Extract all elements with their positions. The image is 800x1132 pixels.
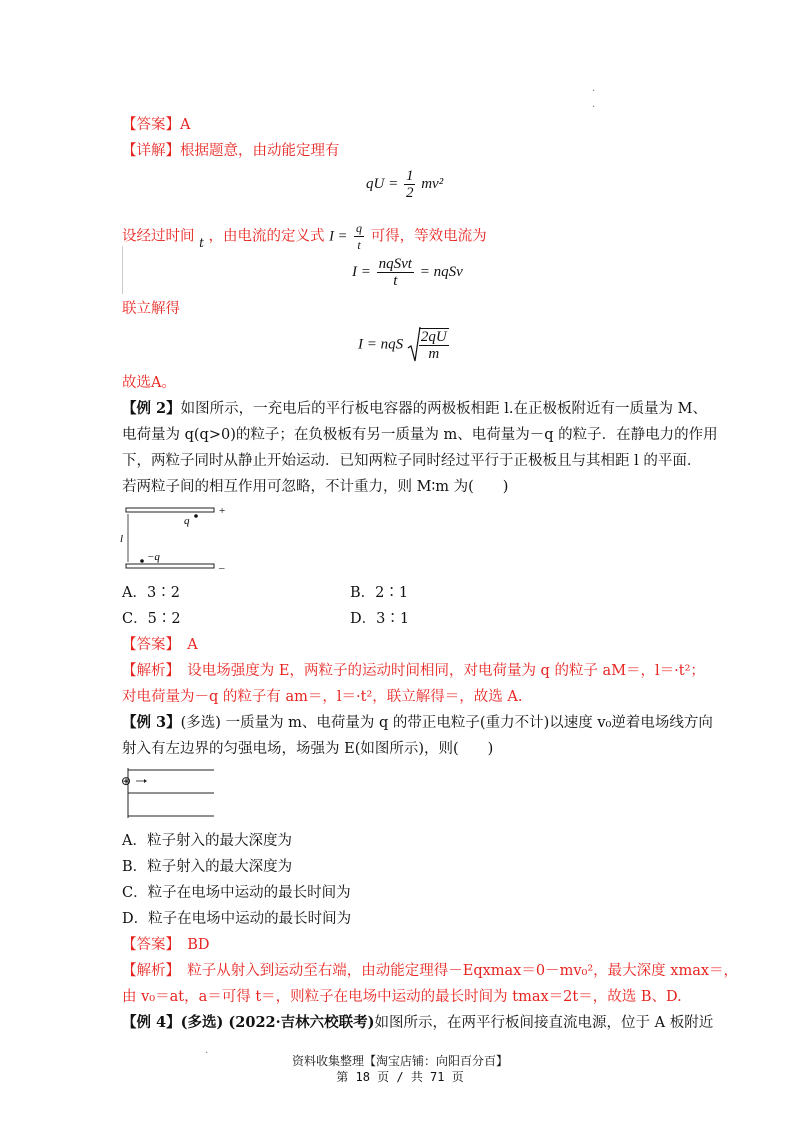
ex3-option-d: D．粒子在电场中运动的最长时间为 xyxy=(122,911,352,927)
ex2-label: 【例 2】 xyxy=(122,400,181,417)
particle-q xyxy=(194,514,198,518)
ex2-text1: 如图所示，一充电后的平行板电容器的两极板相距 l.在正极板附近有一质量为 M、 xyxy=(180,401,707,417)
ex2-option-a: A．3∶2 xyxy=(122,585,180,601)
equation-result xyxy=(358,326,451,364)
eq3-fraction xyxy=(419,328,449,362)
line2-eq-lhs: I = xyxy=(329,228,348,245)
ex3-line2: 射入有左边界的匀强电场，场强为 E(如图所示)，则( ) xyxy=(122,741,494,757)
ex2-line4: 若两粒子间的相互作用可忽略，不计重力，则 M∶m 为( ) xyxy=(122,479,509,495)
conclusion-line: 故选A。 xyxy=(122,375,176,391)
ex2-analysis-label: 【解析】 xyxy=(122,663,173,679)
answer-line xyxy=(122,115,190,135)
ex4-text1: 如图所示，在两平行板间接直流电源，位于 A 板附近 xyxy=(374,1015,714,1031)
eq3-num: 2qU xyxy=(420,329,447,345)
detail-line xyxy=(122,141,340,161)
plus-sign: + xyxy=(219,505,226,517)
eq1-lhs: qU = xyxy=(366,175,399,192)
ex3-analysis-label: 【解析】 xyxy=(122,963,173,979)
positive-plate xyxy=(126,508,214,512)
eq2-num: nqSvt xyxy=(378,256,412,272)
ex2-answer-label: 【答案】 xyxy=(122,637,173,653)
eq2-den: t xyxy=(393,273,398,289)
ex2-analysis-text1: 设电场强度为 E，两粒子的运动时间相同，对电荷量为 q 的粒子 aM＝，l＝·t²； xyxy=(187,663,705,679)
velocity-arrowhead xyxy=(144,779,147,783)
line2-eq-num: q xyxy=(356,221,363,235)
ex2-line2: 电荷量为 q(q>0)的粒子；在负极板有另一质量为 m、电荷量为－q 的粒子．在静电力的作用 xyxy=(122,427,718,443)
header-dot: · xyxy=(592,102,596,113)
ex2-option-b: B．2∶1 xyxy=(350,585,409,601)
ex2-option-c: C．5∶2 xyxy=(122,611,181,627)
ex3-option-a: A．粒子射入的最大深度为 xyxy=(122,833,292,849)
neg-q-label: −q xyxy=(147,551,160,563)
eq3-sqrt xyxy=(407,326,451,364)
line2-pre: 设经过时间 xyxy=(122,228,195,245)
l-label: l xyxy=(120,533,124,545)
particle-neg-q xyxy=(140,559,144,563)
combine-line: 联立解得 xyxy=(122,301,180,317)
ex3-text1: (多选) 一质量为 m、电荷量为 q 的带正电粒子(重力不计)以速度 v₀逆着电场线方向 xyxy=(180,715,713,731)
line2-mid: ，由电流的定义式 xyxy=(208,228,325,245)
ex2-analysis-line1 xyxy=(122,661,705,681)
eq2-rhs: = nqSv xyxy=(419,263,463,280)
ex3-label: 【例 3】 xyxy=(122,714,181,731)
ex2-answer-value: A xyxy=(187,637,198,653)
answer-value: A xyxy=(180,117,191,133)
ex2-answer-line xyxy=(122,635,198,655)
ex3-option-c: C．粒子在电场中运动的最长时间为 xyxy=(122,885,351,901)
ex4-line1 xyxy=(122,1013,713,1033)
positive-particle-icon: ⊕ xyxy=(121,774,132,788)
ex3-answer-value: BD xyxy=(187,937,210,953)
ex4-bold-part: (多选) (2022·吉林六校联考) xyxy=(180,1014,375,1031)
equation-current xyxy=(352,256,463,289)
ex3-option-b: B．粒子射入的最大深度为 xyxy=(122,859,293,875)
detail-label: 【详解】 xyxy=(122,143,180,159)
eq1-fraction xyxy=(404,168,416,201)
ex3-analysis-line1 xyxy=(122,961,738,981)
answer-label: 【答案】 xyxy=(122,117,180,133)
line2-eq-den: t xyxy=(357,238,361,252)
ex2-analysis-line2: 对电荷量为－q 的粒子有 am＝，l＝·t²，联立解得＝，故选 A. xyxy=(122,689,523,705)
detail-text: 根据题意，由动能定理有 xyxy=(180,143,340,159)
ex2-line1 xyxy=(122,399,707,419)
ex3-line1 xyxy=(122,713,713,733)
line2-eq-fraction xyxy=(354,220,364,253)
ex3-answer-line xyxy=(122,935,210,955)
current-definition-line xyxy=(122,220,487,253)
eq1-den: 2 xyxy=(405,185,414,201)
ex3-analysis-text1: 粒子从射入到运动至右端，由动能定理得－Eqxmax＝0－mv₀²，最大深度 xmax＝， xyxy=(187,963,739,979)
ex2-line3: 下，两粒子同时从静止开始运动．已知两粒子同时经过平行于正极板且与其相距 l 的平面． xyxy=(122,453,702,469)
eq2-lhs: I = xyxy=(352,263,371,280)
ex3-answer-label: 【答案】 xyxy=(122,937,173,953)
equation-kinetic-energy xyxy=(366,168,443,201)
ex2-option-d: D．3∶1 xyxy=(350,611,410,627)
ex3-analysis-line2: 由 v₀＝at，a＝可得 t＝，则粒子在电场中运动的最长时间为 tmax＝2t＝，故选 B、D. xyxy=(122,989,682,1005)
eq1-num: 1 xyxy=(405,168,414,184)
minus-sign: – xyxy=(219,562,225,574)
ex3-field-figure xyxy=(118,764,220,822)
footer-dot: · xyxy=(205,1048,209,1059)
eq2-fraction xyxy=(377,256,414,289)
eq3-lhs: I = nqS xyxy=(358,336,404,353)
line2-post: 可得，等效电流为 xyxy=(370,228,487,245)
margin-rule xyxy=(122,246,123,294)
line2-t: t xyxy=(199,235,204,250)
footer-page-number: 第 18 页 / 共 71 页 xyxy=(336,1070,464,1084)
header-dot: · xyxy=(592,86,596,97)
ex4-label: 【例 4】 xyxy=(122,1014,181,1031)
negative-plate xyxy=(126,564,214,568)
q-label: q xyxy=(184,515,190,527)
footer-source: 资料收集整理【淘宝店铺：向阳百分百】 xyxy=(291,1054,508,1068)
ex2-capacitor-figure xyxy=(118,500,238,576)
eq3-den: m xyxy=(428,346,440,362)
eq1-rhs: mv² xyxy=(421,175,444,192)
